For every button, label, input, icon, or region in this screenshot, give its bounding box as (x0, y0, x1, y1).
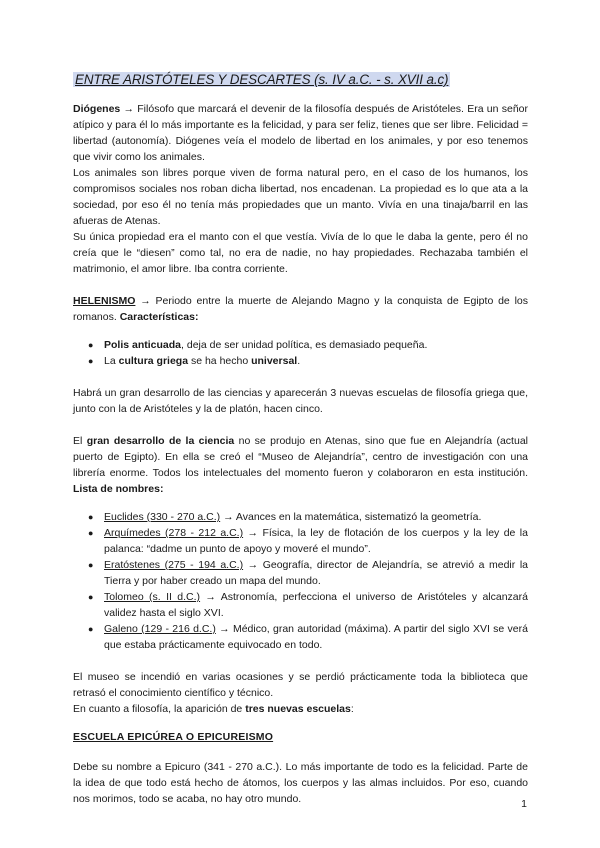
diogenes-paragraph-3: Su única propiedad era el manto con el que vestía. Vivía de lo que le daba la gente, pero él no creía que le “diesen” como tal, no era de nadie, no hay propiedades. Rechazaba también el matrimonio, el amor libre. Iba contra corriente. (73, 231, 528, 275)
bullet1-bold: Polis anticuada (104, 339, 182, 351)
science-pre: El (73, 435, 87, 447)
philosophy-bold: tres nuevas escuelas (245, 703, 351, 715)
escuela-heading: ESCUELA EPICÚREA O EPICUREISMO (73, 731, 274, 743)
bullet2-mid: se ha hecho (188, 355, 252, 367)
list-item (88, 509, 528, 525)
names-label-text: Lista de nombres (73, 483, 160, 495)
features-label (120, 311, 199, 323)
list-item (88, 337, 528, 353)
name-link: Eratóstenes (275 - 194 a.C.) (104, 559, 244, 571)
epicuro-paragraph: Debe su nombre a Epicuro (341 - 270 a.C.). Lo más importante de todo es la felicidad. Parte de la idea de que todo está hecho de átomos, los cuerpos y las almas incluidos. Por eso, cuando nos morimos, todo se acaba, no hay otro mundo. (73, 761, 528, 805)
features-colon: : (195, 311, 199, 323)
name-desc: → Avances en la matemática, sistematizó la geometría. (220, 511, 482, 523)
philosophy-pre: En cuanto a filosofía, la aparición de (73, 703, 246, 715)
list-item (88, 621, 528, 653)
page-number: 1 (521, 798, 527, 810)
helenismo-text: → Periodo entre la muerte de Alejando Magno y la conquista de Egipto de los romanos. (73, 295, 528, 323)
name-desc: → Astronomía, perfecciona el universo de Aristóteles y alcanzará validez hasta el siglo XVI. (104, 591, 528, 619)
list-item (88, 353, 528, 369)
diogenes-text: → Filósofo que marcará el devenir de la filosofía después de Aristóteles. Era un señor atípico y para él lo más importante es la felicidad, y para ser feliz, tienes que ser libre. Felicidad = libertad (autonomía). Diógenes veía el modelo de libertad en los animales, y por eso tenemos que vivir como los animales. (73, 103, 528, 163)
diogenes-paragraph-2: Los animales son libres porque viven de forma natural pero, en el caso de los humanos, los compromisos sociales nos roban dicha libertad, nos encadenan. La propiedad es lo que ata a la sociedad, por eso él no tenía más propiedades que un manto. Vivía en una tinaja/barril en las afueras de Atenas. (73, 167, 528, 227)
list-item (88, 557, 528, 589)
schools-paragraph: Habrá un gran desarrollo de las ciencias y aparecerán 3 nuevas escuelas de filosofía griega que, junto con la de Aristóteles y la de platón, hacen cinco. (73, 387, 528, 415)
names-label-colon: : (159, 483, 164, 495)
list-item (88, 525, 528, 557)
bullet2-pre: La (104, 355, 119, 367)
document-content (73, 71, 528, 807)
science-paragraph (73, 433, 528, 497)
name-desc: → Física, la ley de flotación de los cuerpos y la ley de la palanca: “dadme un punto de apoyo y moveré el mundo”. (104, 527, 528, 555)
features-label-text: Características (119, 311, 195, 323)
philosophy-paragraph (73, 701, 528, 717)
name-link: Euclides (330 - 270 a.C.) (104, 511, 221, 523)
name-desc: → Médico, gran autoridad (máxima). A partir del siglo XVI se verá que estaba prácticamente equivocado en todo. (104, 623, 528, 651)
bullet2-end: . (297, 355, 301, 367)
science-bold: gran desarrollo de la ciencia (86, 435, 235, 447)
name-link: Galeno (129 - 216 d.C.) (104, 623, 216, 635)
bullet2-bold1: cultura griega (118, 355, 189, 367)
list-item (88, 589, 528, 621)
helenismo-list (73, 337, 528, 369)
name-desc: → Geografía, director de Alejandría, se atrevió a medir la Tierra y por haber creado un mapa del mundo. (104, 559, 528, 587)
page-title: ENTRE ARISTÓTELES Y DESCARTES (s. IV a.C. - s. XVII a.c) (75, 72, 449, 87)
names-label (73, 483, 163, 495)
name-link: Arquímedes (278 - 212 a.C.) (104, 527, 244, 539)
diogenes-name: Diógenes (73, 103, 121, 115)
bullet2-bold2: universal (251, 355, 298, 367)
helenismo-paragraph (73, 293, 528, 325)
bullet1-rest: , deja de ser unidad política, es demasiado pequeña. (181, 339, 428, 351)
diogenes-paragraph (73, 101, 528, 165)
philosophy-end: : (350, 703, 354, 715)
museum-paragraph: El museo se incendió en varias ocasiones y se perdió prácticamente toda la biblioteca que retrasó el conocimiento científico y técnico. (73, 671, 528, 699)
helenismo-heading: HELENISMO (73, 295, 136, 307)
names-list (73, 509, 528, 653)
science-text: no se produjo en Atenas, sino que fue en Alejandría (actual puerto de Egipto). En ella se creó el “Museo de Alejandría”, centro de investigación con una librería enorme. Todos los intelectuales del momento fueron y colaboraron en esta institución. (73, 435, 528, 479)
name-link: Tolomeo (s. II d.C.) (104, 591, 201, 603)
